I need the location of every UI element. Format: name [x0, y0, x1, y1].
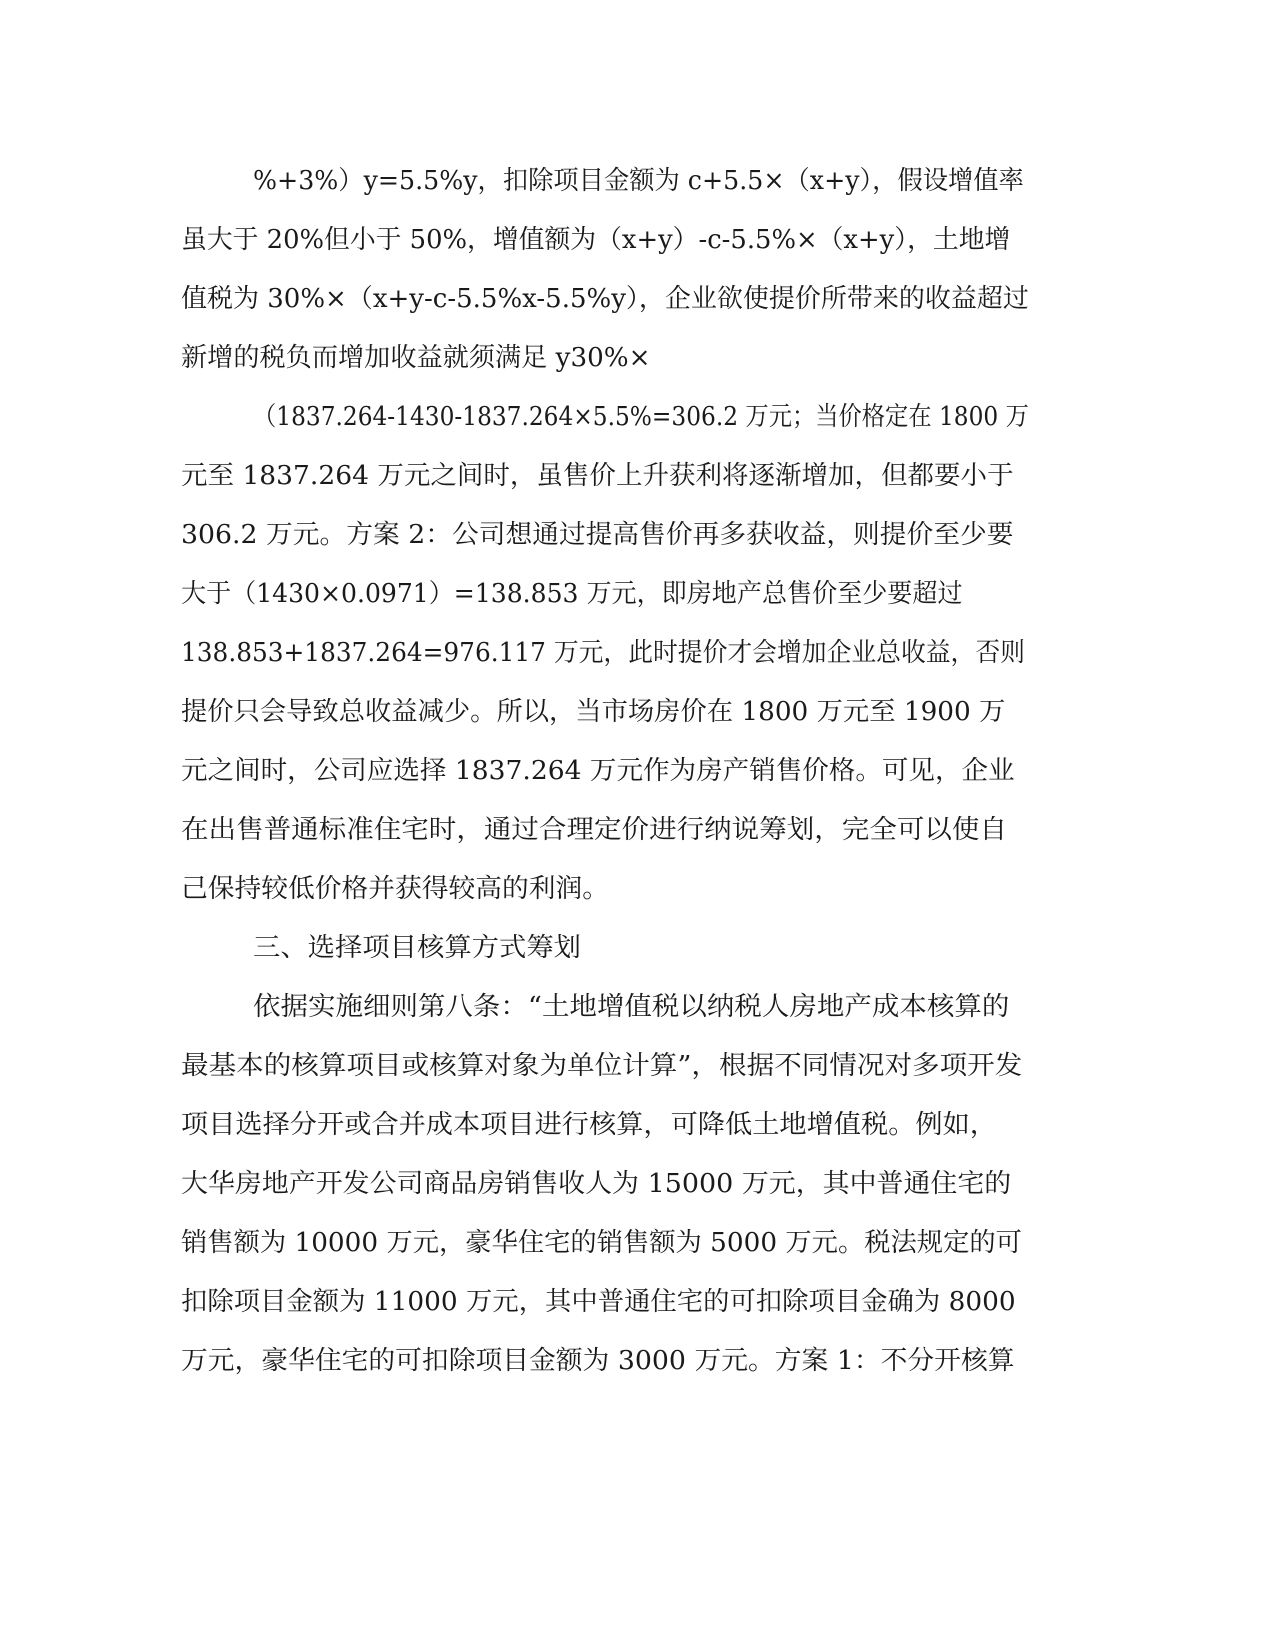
text-line: 虽大于 20%但小于 50%，增值额为（x+y）-c-5.5%×（x+y），土地增: [181, 225, 1011, 255]
text-line: 138.853+1837.264=976.117 万元，此时提价才会增加企业总收益，否则: [181, 638, 1025, 668]
text-line: 306.2 万元。方案 2：公司想通过提高售价再多获收益，则提价至少要: [181, 520, 1014, 550]
text-line: 销售额为 10000 万元，豪华住宅的销售额为 5000 万元。税法规定的可: [181, 1228, 1022, 1258]
text-line: （1837.264-1430-1837.264×5.5%=306.2 万元；当价格定在 1800 万: [253, 402, 1029, 432]
text-line: 元之间时，公司应选择 1837.264 万元作为房产销售价格。可见，企业: [181, 756, 1015, 786]
text-line: %+3%）y=5.5%y，扣除项目金额为 c+5.5×（x+y），假设增值率: [253, 166, 1024, 196]
text-line: 依据实施细则第八条：“土地增值税以纳税人房地产成本核算的: [253, 992, 1010, 1022]
text-line: 值税为 30%×（x+y-c-5.5%x-5.5%y），企业欲使提价所带来的收益超过: [181, 284, 1029, 314]
text-line: 大于（1430×0.0971）=138.853 万元，即房地产总售价至少要超过: [181, 579, 963, 609]
text-line: 大华房地产开发公司商品房销售收人为 15000 万元，其中普通住宅的: [181, 1169, 1012, 1199]
text-line: 提价只会导致总收益减少。所以，当市场房价在 1800 万元至 1900 万: [181, 697, 1006, 727]
text-line: 己保持较低价格并获得较高的利润。: [181, 874, 610, 904]
text-line: 在出售普通标准住宅时，通过合理定价进行纳说筹划，完全可以使自: [181, 815, 1008, 845]
text-line: 万元，豪华住宅的可扣除项目金额为 3000 万元。方案 1：不分开核算: [181, 1346, 1015, 1376]
text-line: 项目选择分开或合并成本项目进行核算，可降低土地增值税。例如，: [181, 1110, 998, 1140]
text-line: 扣除项目金额为 11000 万元，其中普通住宅的可扣除项目金确为 8000: [181, 1287, 1016, 1317]
section-heading: 三、选择项目核算方式筹划: [253, 933, 582, 963]
text-line: 新增的税负而增加收益就须满足 y30%×: [181, 343, 651, 373]
text-line: 最基本的核算项目或核算对象为单位计算”，根据不同情况对多项开发: [181, 1051, 1023, 1081]
text-line: 元至 1837.264 万元之间时，虽售价上升获利将逐渐增加，但都要小于: [181, 461, 1014, 491]
